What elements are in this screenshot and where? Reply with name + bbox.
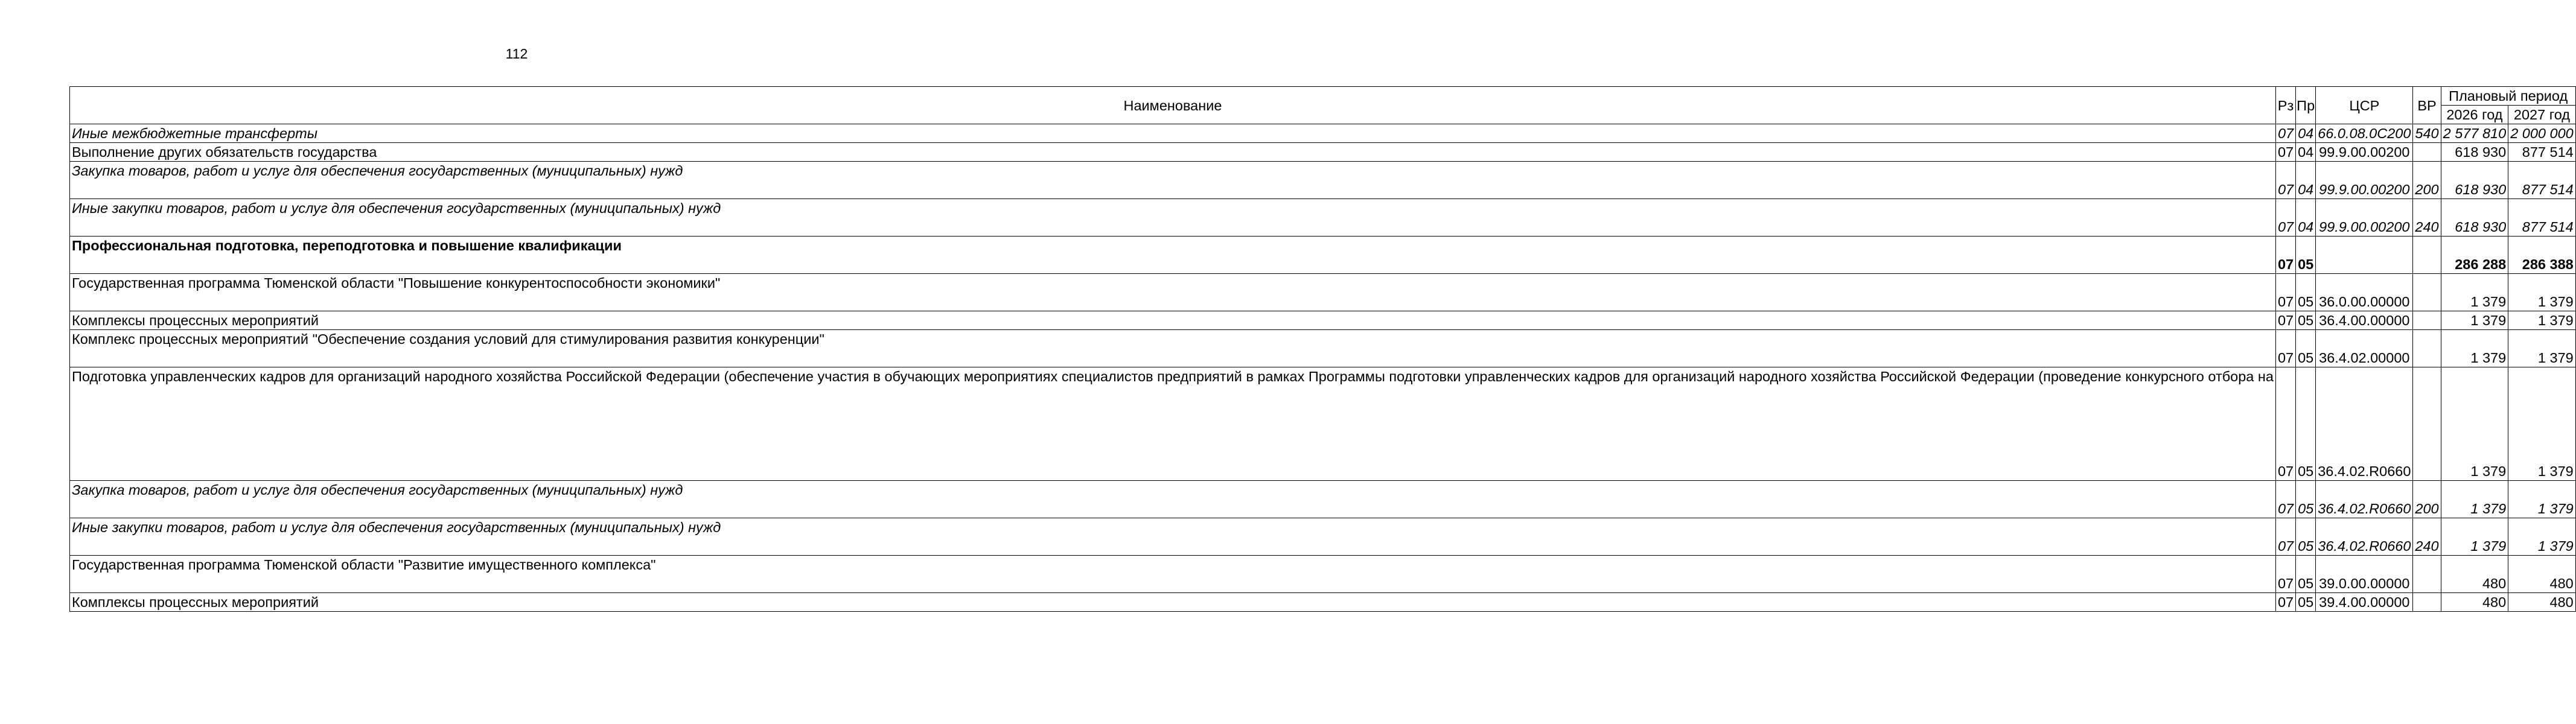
row-vr [2413,330,2441,367]
row-rz: 07 [2275,143,2295,162]
page-number: 112 [505,46,528,62]
row-rz: 07 [2275,199,2295,237]
row-name: Профессиональная подготовка, переподготовка и повышение квалификации [70,237,2276,274]
row-2027: 1 379 [2508,481,2576,518]
row-2026: 618 930 [2441,162,2508,199]
row-pr: 04 [2296,162,2316,199]
row-2027: 1 379 [2508,274,2576,311]
row-pr: 05 [2296,311,2316,330]
row-name: Государственная программа Тюменской области "Повышение конкурентоспособности экономики" [70,274,2276,311]
row-csr: 36.4.02.R0660 [2316,518,2413,556]
row-vr: 200 [2413,481,2441,518]
table-row [70,143,2576,162]
row-2027: 1 379 [2508,367,2576,481]
row-2027: 877 514 [2508,143,2576,162]
row-vr: 540 [2413,124,2441,143]
header-year-2027: 2027 год [2508,106,2576,124]
row-2027: 480 [2508,593,2576,612]
row-vr: 200 [2413,162,2441,199]
row-csr: 99.9.00.00200 [2316,162,2413,199]
row-rz: 07 [2275,556,2295,593]
row-pr: 05 [2296,481,2316,518]
row-2027: 480 [2508,556,2576,593]
row-name: Выполнение других обязательств государства [70,143,2276,162]
header-name: Наименование [70,87,2276,124]
row-pr: 05 [2296,237,2316,274]
row-2027: 1 379 [2508,518,2576,556]
header-planned-period: Плановый период [2441,87,2575,106]
table-row [70,124,2576,143]
row-name: Комплексы процессных мероприятий [70,311,2276,330]
header-vr: ВР [2413,87,2441,124]
row-rz: 07 [2275,330,2295,367]
row-vr [2413,311,2441,330]
row-vr [2413,367,2441,481]
row-pr: 05 [2296,593,2316,612]
row-pr: 05 [2296,556,2316,593]
row-2027: 1 379 [2508,311,2576,330]
row-2027: 2 000 000 [2508,124,2576,143]
row-2026: 618 930 [2441,143,2508,162]
row-2026: 2 577 810 [2441,124,2508,143]
row-rz: 07 [2275,274,2295,311]
row-csr: 66.0.08.0С200 [2316,124,2413,143]
row-name: Закупка товаров, работ и услуг для обеспечения государственных (муниципальных) нужд [70,481,2276,518]
row-rz: 07 [2275,367,2295,481]
header-pr: Пр [2296,87,2316,124]
row-name: Иные закупки товаров, работ и услуг для обеспечения государственных (муниципальных) нужд [70,518,2276,556]
header-csr: ЦСР [2316,87,2413,124]
row-name: Иные межбюджетные трансферты [70,124,2276,143]
row-2027: 1 379 [2508,330,2576,367]
row-csr: 36.4.00.00000 [2316,311,2413,330]
table-row [70,237,2576,274]
row-csr: 39.0.00.00000 [2316,556,2413,593]
row-pr: 05 [2296,518,2316,556]
row-name: Комплекс процессных мероприятий "Обеспечение создания условий для стимулирования развития конкуренции" [70,330,2276,367]
table-row [70,556,2576,593]
row-rz: 07 [2275,518,2295,556]
table-row [70,274,2576,311]
row-rz: 07 [2275,593,2295,612]
row-vr [2413,237,2441,274]
row-2026: 286 288 [2441,237,2508,274]
row-name: Подготовка управленческих кадров для организаций народного хозяйства Российской Федерации (обеспечение участия в обучающих мероприятиях специалистов предприятий в рамках Программы подготовки управленческих кадров для организаций народного хозяйства Российской Федерации (проведение конкурсного отбора на [70,367,2276,481]
table-row [70,199,2576,237]
row-csr [2316,237,2413,274]
header-year-2026: 2026 год [2441,106,2508,124]
row-csr: 99.9.00.00200 [2316,143,2413,162]
table-row [70,593,2576,612]
row-csr: 39.4.00.00000 [2316,593,2413,612]
row-vr [2413,556,2441,593]
row-2026: 480 [2441,593,2508,612]
row-vr: 240 [2413,199,2441,237]
row-name: Комплексы процессных мероприятий [70,593,2276,612]
row-vr [2413,593,2441,612]
row-csr: 99.9.00.00200 [2316,199,2413,237]
row-rz: 07 [2275,124,2295,143]
row-2027: 877 514 [2508,162,2576,199]
row-name: Иные закупки товаров, работ и услуг для обеспечения государственных (муниципальных) нужд [70,199,2276,237]
budget-table [69,86,2576,612]
table-row [70,367,2576,481]
row-2026: 1 379 [2441,518,2508,556]
row-name: Закупка товаров, работ и услуг для обеспечения государственных (муниципальных) нужд [70,162,2276,199]
row-rz: 07 [2275,481,2295,518]
row-2026: 1 379 [2441,330,2508,367]
row-pr: 04 [2296,143,2316,162]
row-pr: 04 [2296,124,2316,143]
table-row [70,311,2576,330]
header-rz: Рз [2275,87,2295,124]
row-csr: 36.0.00.00000 [2316,274,2413,311]
row-2027: 877 514 [2508,199,2576,237]
row-pr: 04 [2296,199,2316,237]
table-row [70,162,2576,199]
row-pr: 05 [2296,274,2316,311]
row-rz: 07 [2275,162,2295,199]
row-rz: 07 [2275,237,2295,274]
row-name: Государственная программа Тюменской области "Развитие имущественного комплекса" [70,556,2276,593]
row-2026: 1 379 [2441,367,2508,481]
row-vr [2413,274,2441,311]
row-vr: 240 [2413,518,2441,556]
row-2026: 1 379 [2441,274,2508,311]
table-row [70,518,2576,556]
row-pr: 05 [2296,330,2316,367]
row-csr: 36.4.02.00000 [2316,330,2413,367]
row-pr: 05 [2296,367,2316,481]
row-2027: 286 388 [2508,237,2576,274]
row-2026: 480 [2441,556,2508,593]
row-vr [2413,143,2441,162]
row-2026: 618 930 [2441,199,2508,237]
header-row [70,87,2576,106]
row-2026: 1 379 [2441,311,2508,330]
table-row [70,481,2576,518]
row-csr: 36.4.02.R0660 [2316,367,2413,481]
row-csr: 36.4.02.R0660 [2316,481,2413,518]
row-2026: 1 379 [2441,481,2508,518]
row-rz: 07 [2275,311,2295,330]
table-row [70,330,2576,367]
